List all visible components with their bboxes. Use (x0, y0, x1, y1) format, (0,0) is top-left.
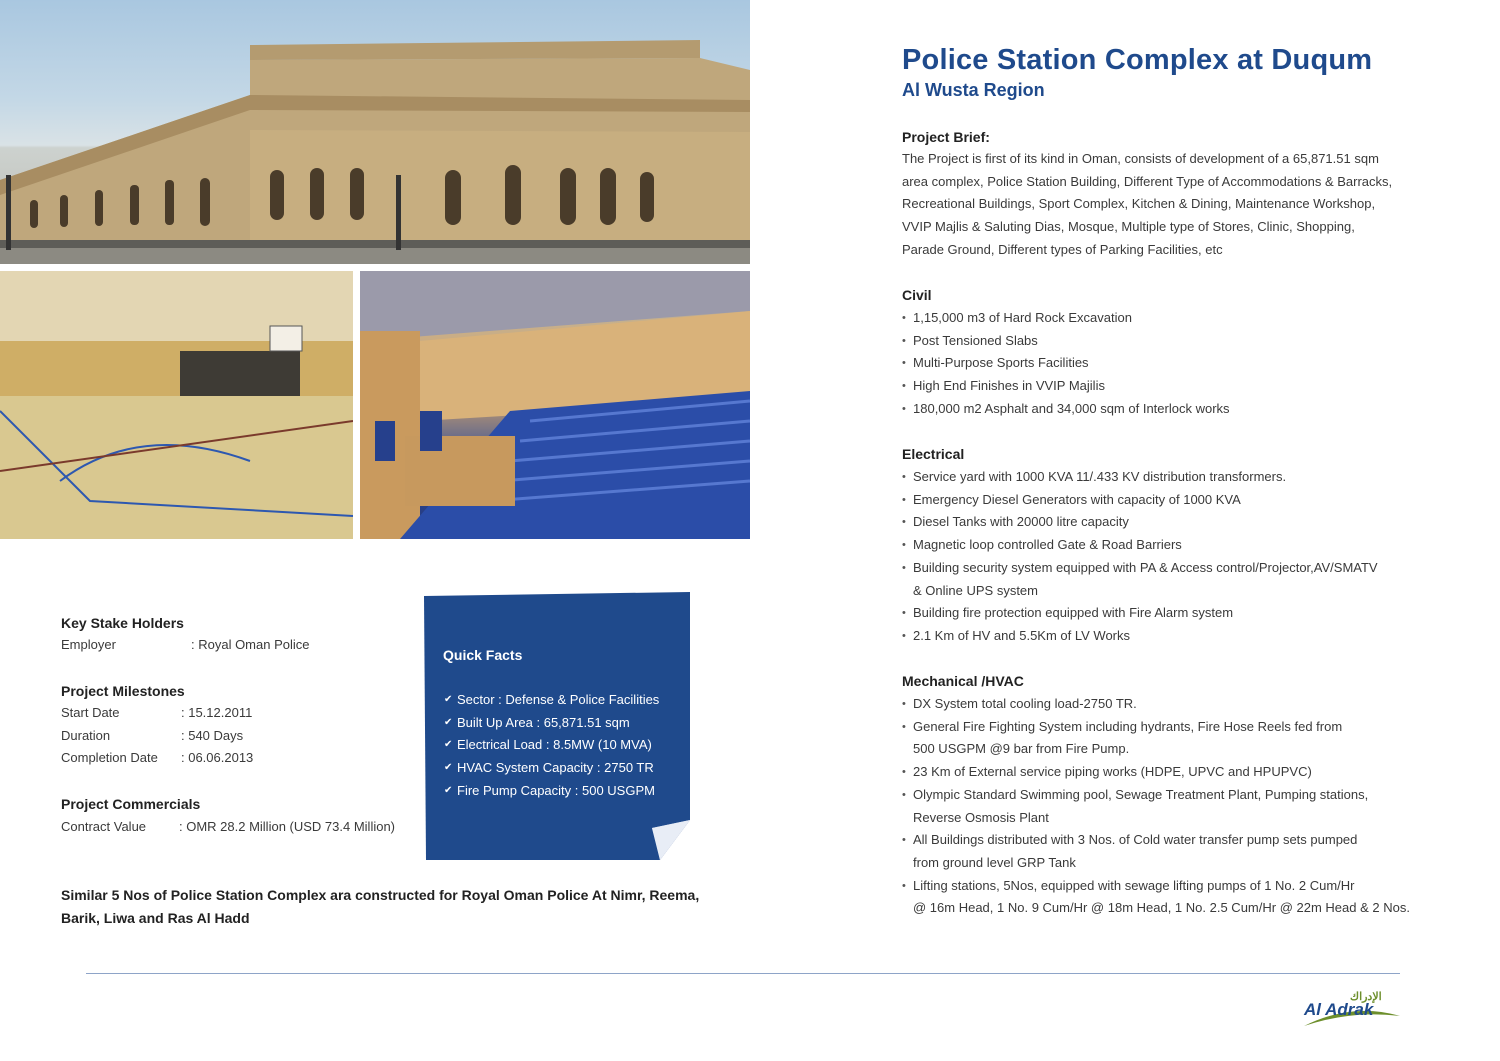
brief-line: Recreational Buildings, Sport Complex, Kitchen & Dining, Maintenance Workshop, (902, 196, 1376, 212)
quick-fact-text: Electrical Load : 8.5MW (10 MVA) (457, 737, 652, 753)
list-item: • All Buildings distributed with 3 Nos. of Cold water transfer pump sets pumped (902, 829, 1410, 852)
civil-heading: Civil (902, 287, 932, 303)
milestone-value: : 540 Days (181, 727, 244, 743)
list-item: • Lifting stations, 5Nos, equipped with sewage lifting pumps of 1 No. 2 Cum/Hr (902, 875, 1410, 898)
quick-facts-card (424, 592, 690, 860)
company-logo (1300, 990, 1404, 1030)
stakeholders-heading: Key Stake Holders (61, 615, 184, 631)
list-item: • 180,000 m2 Asphalt and 34,000 sqm of Interlock works (902, 398, 1230, 421)
sports-hall-photo (0, 271, 353, 539)
quick-fact-text: Sector : Defense & Police Facilities (457, 692, 660, 707)
list-item-continuation: Reverse Osmosis Plant (913, 809, 1049, 825)
brief-line: Parade Ground, Different types of Parking Facilities, etc (902, 241, 1223, 257)
list-item: • 2.1 Km of HV and 5.5Km of LV Works (902, 625, 1378, 648)
list-item-continuation: @ 16m Head, 1 No. 9 Cum/Hr @ 18m Head, 1 No. 2.5 Cum/Hr @ 22m Head & 2 Nos. (913, 900, 1410, 916)
list-item: • Service yard with 1000 KVA 11/.433 KV distribution transformers. (902, 466, 1378, 489)
electrical-list (902, 466, 1378, 648)
contract-value: : OMR 28.2 Million (USD 73.4 Million) (179, 819, 396, 834)
list-item: • Magnetic loop controlled Gate & Road Barriers (902, 534, 1378, 557)
commercials-heading: Project Commercials (61, 796, 201, 812)
list-item: • Post Tensioned Slabs (902, 330, 1230, 353)
milestone-value: : 06.06.2013 (181, 750, 254, 766)
project-brief-text (902, 148, 1392, 262)
list-item-continuation: & Online UPS system (913, 582, 1038, 598)
electrical-heading: Electrical (902, 446, 965, 462)
brief-line: area complex, Police Station Building, Different Type of Accommodations & Barracks, (902, 173, 1393, 189)
list-item-continuation: from ground level GRP Tank (913, 854, 1076, 870)
logo-arabic-text: الإدراك (1350, 991, 1382, 1003)
list-item: • General Fire Fighting System including hydrants, Fire Hose Reels fed from (902, 716, 1410, 739)
brief-line: VVIP Majlis & Saluting Dias, Mosque, Multiple type of Stores, Clinic, Shopping, (902, 219, 1355, 235)
similar-projects-note: Similar 5 Nos of Police Station Complex ara constructed for Royal Oman Police At Nimr, Reema, Barik, Liwa and Ras Al Hadd (61, 887, 700, 926)
list-item: • DX System total cooling load-2750 TR. (902, 693, 1410, 716)
quick-fact-item (444, 780, 659, 803)
quick-fact-item (444, 734, 659, 757)
list-item: • Olympic Standard Swimming pool, Sewage Treatment Plant, Pumping stations, (902, 784, 1410, 807)
milestone-value: : 15.12.2011 (181, 705, 253, 720)
quick-facts-list (444, 689, 659, 803)
employer-value: : Royal Oman Police (191, 637, 310, 652)
employer-label: Employer (61, 637, 116, 652)
mechanical-heading: Mechanical /HVAC (902, 673, 1024, 689)
quick-fact-item (444, 689, 659, 712)
check-icon: ✔ (444, 784, 453, 796)
check-icon: ✔ (444, 694, 453, 705)
list-item: • 1,15,000 m3 of Hard Rock Excavation (902, 307, 1230, 330)
quick-fact-text: Built Up Area : 65,871.51 sqm (457, 714, 630, 730)
quick-facts-title: Quick Facts (443, 647, 523, 663)
quick-fact-text: Fire Pump Capacity : 500 USGPM (457, 782, 655, 798)
list-item: • Emergency Diesel Generators with capacity of 1000 KVA (902, 489, 1378, 512)
logo-english-text: Al Adrak (1304, 1000, 1374, 1019)
page-title: Police Station Complex at Duqum (902, 44, 1373, 76)
page-subtitle: Al Wusta Region (902, 80, 1045, 100)
building-photo (0, 0, 750, 264)
list-item: • Multi-Purpose Sports Facilities (902, 352, 1230, 375)
milestone-label: Duration (61, 727, 111, 743)
project-brief-heading: Project Brief: (902, 129, 990, 145)
check-icon: ✔ (444, 739, 453, 751)
civil-list (902, 307, 1230, 421)
footer-divider (86, 973, 1400, 974)
list-item: • 23 Km of External service piping works (HDPE, UPVC and HPUPVC) (902, 761, 1410, 784)
mechanical-list (902, 693, 1410, 920)
quick-fact-item (444, 757, 659, 780)
contract-value-label: Contract Value (61, 819, 147, 834)
milestone-label: Completion Date (61, 750, 158, 766)
list-item: • Building security system equipped with PA & Access control/Projector,AV/SMATV (902, 557, 1378, 580)
list-item: • High End Finishes in VVIP Majilis (902, 375, 1230, 398)
milestones-heading: Project Milestones (61, 683, 185, 699)
milestone-label: Start Date (61, 705, 120, 720)
list-item: • Building fire protection equipped with Fire Alarm system (902, 602, 1378, 625)
quick-fact-text: HVAC System Capacity : 2750 TR (457, 760, 654, 776)
auditorium-photo (360, 271, 750, 539)
brief-line: The Project is first of its kind in Oman, consists of development of a 65,871.51 sqm (902, 151, 1379, 166)
list-item-continuation: 500 USGPM @9 bar from Fire Pump. (913, 741, 1130, 757)
list-item: • Diesel Tanks with 20000 litre capacity (902, 511, 1378, 534)
quick-fact-item (444, 712, 659, 735)
check-icon: ✔ (444, 762, 453, 774)
check-icon: ✔ (444, 716, 453, 728)
